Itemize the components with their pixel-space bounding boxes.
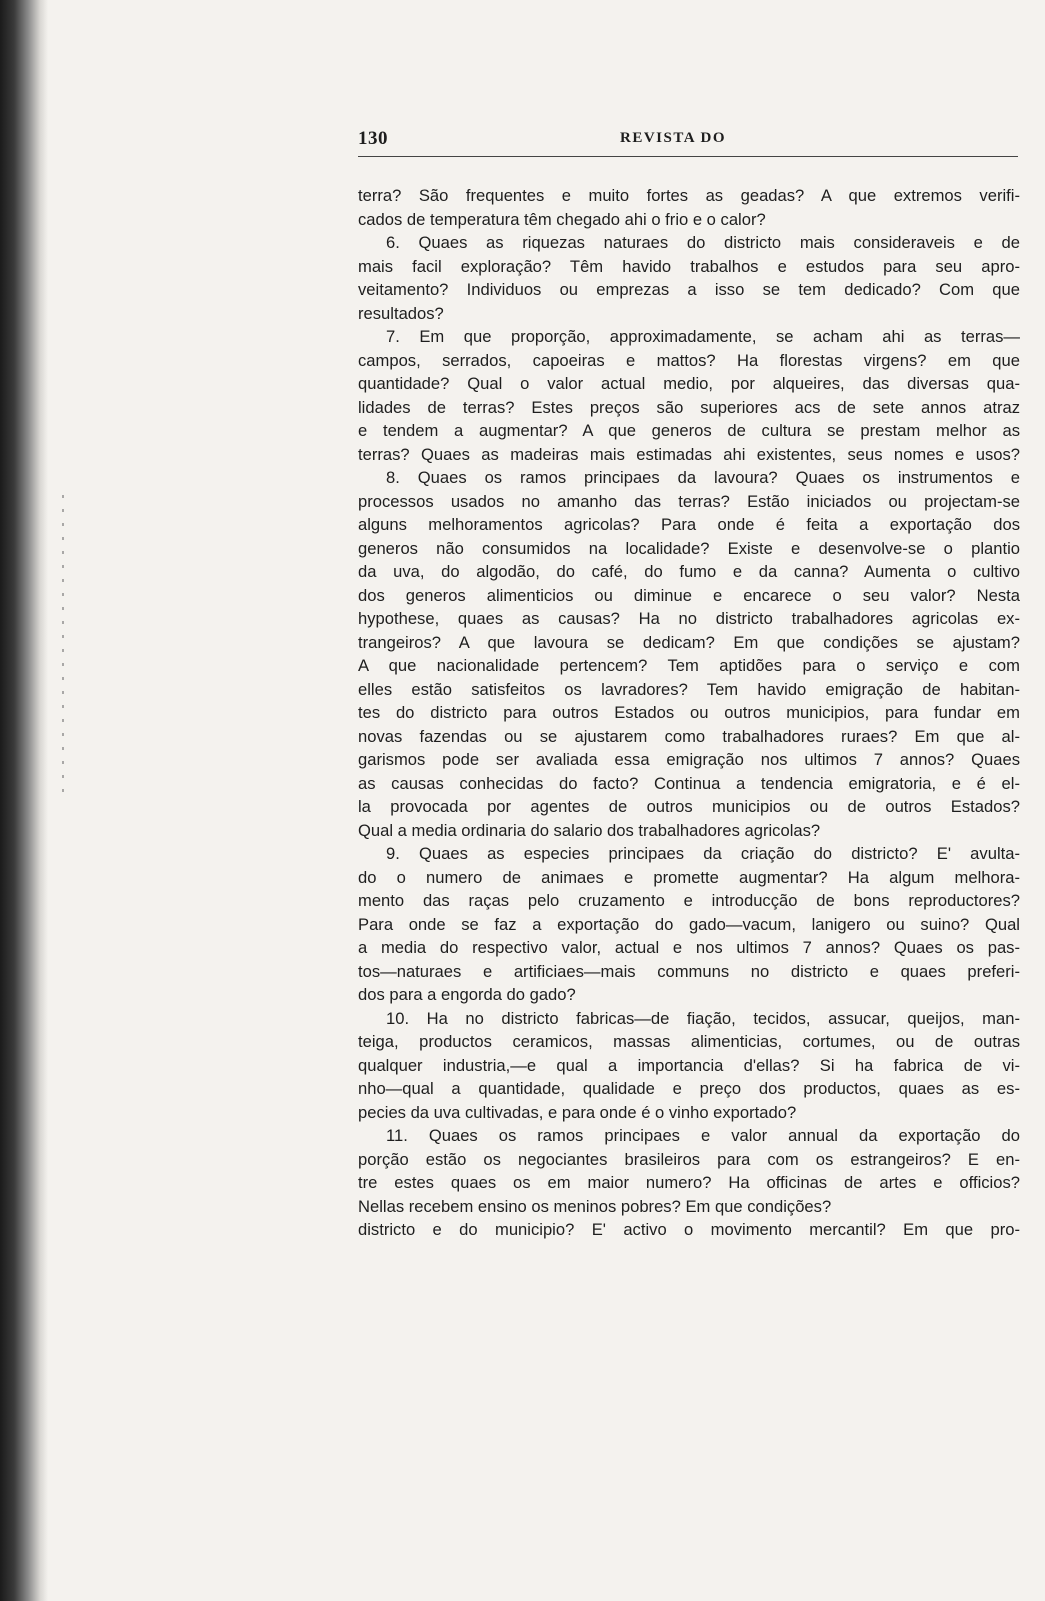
text-line: tre estes quaes os em maior numero? Ha officinas de artes e officios? xyxy=(358,1173,1020,1192)
text-line: pecies da uva cultivadas, e para onde é o vinho exportado? xyxy=(358,1102,797,1122)
text-line: a media do respectivo valor, actual e nos ultimos 7 annos? Quaes os pas- xyxy=(358,938,1020,957)
text-line: porção estão os negociantes brasileiros para com os estrangeiros? E en- xyxy=(358,1149,1020,1169)
text-line: qualquer industria,—e qual a importancia d'ellas? Si ha fabrica de vi- xyxy=(358,1055,1020,1075)
text-line: 7. Em que proporção, approximadamente, se acham ahi as terras— xyxy=(386,327,1020,346)
text-line: tes do districto para outros Estados ou outros municipios, para fundar em xyxy=(358,703,1020,722)
text-line: terras? Quaes as madeiras mais estimadas ahi existentes, seus nomes e usos? xyxy=(358,444,1020,464)
text-line: teiga, productos ceramicos, massas alimenticias, cortumes, ou de outras xyxy=(358,1032,1020,1051)
text-line: 8. Quaes os ramos principaes da lavoura? Quaes os instrumentos e xyxy=(386,468,1020,487)
page-number: 130 xyxy=(358,128,388,149)
text-line: 11. Quaes os ramos principaes e valor annual da exportação do xyxy=(386,1126,1020,1145)
text-line: novas fazendas ou se ajustarem como trabalhadores ruraes? Em que al- xyxy=(358,726,1020,746)
text-line: lidades de terras? Estes preços são superiores acs de sete annos atraz xyxy=(358,397,1020,417)
text-line: do o numero de animaes e promette augmentar? Ha algum melhora- xyxy=(358,867,1020,887)
text-line: terra? São frequentes e muito fortes as geadas? A que extremos verifi- xyxy=(358,186,1020,205)
running-head xyxy=(358,128,1020,158)
text-line: dos para a engorda do gado? xyxy=(358,985,576,1004)
text-line: dos generos alimenticios ou diminue e encarece o seu valor? Nesta xyxy=(358,585,1020,605)
text-line: elles estão satisfeitos os lavradores? Tem havido emigração de habitan- xyxy=(358,679,1020,699)
text-line: alguns melhoramentos agricolas? Para onde é feita a exportação dos xyxy=(358,515,1020,534)
text-line: generos não consumidos na localidade? Existe e desenvolve-se o plantio xyxy=(358,538,1020,558)
document-page xyxy=(358,128,1020,1242)
text-line: veitamento? Individuos ou emprezas a isso se tem dedicado? Com que xyxy=(358,280,1020,299)
running-title: REVISTA DO xyxy=(620,130,726,146)
text-line: Para onde se faz a exportação do gado—vacum, lanigero ou suino? Qual xyxy=(358,914,1020,934)
body-text xyxy=(358,184,1020,1242)
text-line: quantidade? Qual o valor actual medio, por alqueires, das diversas qua- xyxy=(358,374,1020,393)
text-line: districto e do municipio? E' activo o movimento mercantil? Em que pro- xyxy=(358,1220,1020,1239)
text-line: A que nacionalidade pertencem? Tem aptidões para o serviço e com xyxy=(358,656,1020,675)
text-line: mais facil exploração? Têm havido trabalhos e estudos para seu apro- xyxy=(358,256,1020,276)
text-line: hypothese, quaes as causas? Ha no districto trabalhadores agricolas ex- xyxy=(358,609,1020,628)
text-line: Qual a media ordinaria do salario dos trabalhadores agricolas? xyxy=(358,820,821,840)
text-line: 6. Quaes as riquezas naturaes do districto mais consideraveis e de xyxy=(386,233,1020,252)
text-line: da uva, do algodão, do café, do fumo e da canna? Aumenta o cultivo xyxy=(358,562,1020,581)
text-line: la provocada por agentes de outros municipios ou de outros Estados? xyxy=(358,797,1020,816)
text-line: processos usados no amanho das terras? Estão iniciados ou projectam-se xyxy=(358,491,1020,511)
text-line: campos, serrados, capoeiras e mattos? Ha florestas virgens? em que xyxy=(358,350,1020,370)
text-line: garismos pode ser avaliada essa emigração nos ultimos 7 annos? Quaes xyxy=(358,750,1020,769)
text-line: 9. Quaes as especies principaes da criação do districto? E' avulta- xyxy=(386,844,1020,863)
text-line: tos—naturaes e artificiaes—mais communs no districto e quaes preferi- xyxy=(358,961,1020,981)
text-line: cados de temperatura têm chegado ahi o frio e o calor? xyxy=(358,209,766,229)
text-line: as causas conhecidas do facto? Continua a tendencia emigratoria, e é el- xyxy=(358,773,1020,793)
text-line: e tendem a augmentar? A que generos de cultura se prestam melhor as xyxy=(358,421,1020,440)
scan-gutter-marks xyxy=(52,495,92,795)
text-line: nho—qual a quantidade, qualidade e preço dos productos, quaes as es- xyxy=(358,1079,1020,1098)
text-line: mento das raças pelo cruzamento e introducção de bons reproductores? xyxy=(358,891,1020,910)
scan-binding-shadow xyxy=(0,0,48,1601)
text-line: resultados? xyxy=(358,303,444,323)
text-line: Nellas recebem ensino os meninos pobres? Em que condições? xyxy=(358,1196,832,1216)
header-rule xyxy=(358,156,1018,157)
text-line: 10. Ha no districto fabricas—de fiação, tecidos, assucar, queijos, man- xyxy=(386,1008,1020,1028)
text-line: trangeiros? A que lavoura se dedicam? Em que condições se ajustam? xyxy=(358,632,1020,652)
